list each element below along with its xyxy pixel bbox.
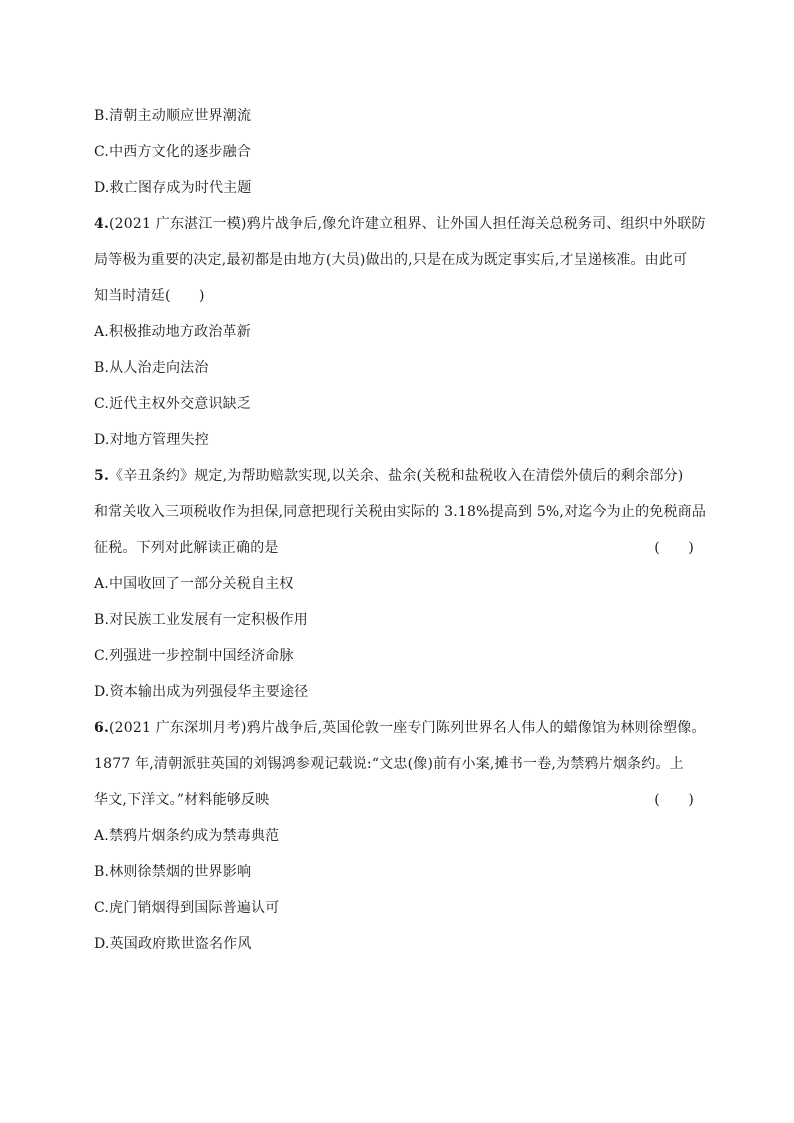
q5-stem-text-3: 征税。下列对此解读正确的是 bbox=[94, 540, 279, 556]
q4-stem-line-3: 知当时清廷( ) bbox=[94, 288, 205, 304]
q3-option-b: B.清朝主动顺应世界潮流 bbox=[94, 108, 252, 124]
q5-option-a: A.中国收回了一部分关税自主权 bbox=[94, 576, 294, 592]
q5-option-d: D.资本输出成为列强侵华主要途径 bbox=[94, 684, 309, 700]
q5-number: 5. bbox=[94, 468, 110, 484]
q4-option-a: A.积极推动地方政治革新 bbox=[94, 324, 251, 340]
q6-stem-text-1: (2021 广东深圳月考)鸦片战争后,英国伦敦一座专门陈列世界名人伟人的蜡像馆为林则徐塑像。 bbox=[109, 720, 706, 736]
q6-stem-line-1 bbox=[94, 718, 704, 738]
q6-option-b: B.林则徐禁烟的世界影响 bbox=[94, 864, 252, 880]
q4-stem-text-1: (2021 广东湛江一模)鸦片战争后,像允许建立租界、让外国人担任海关总税务司、组织中外联防 bbox=[109, 216, 706, 232]
q5-stem-text-1: 《辛丑条约》规定,为帮助赔款实现,以关余、盐余(关税和盐税收入在清偿外债后的剩余部分) bbox=[109, 468, 684, 484]
q6-option-a: A.禁鸦片烟条约成为禁毒典范 bbox=[94, 828, 280, 844]
q6-stem-line-3 bbox=[94, 790, 704, 810]
q5-option-c: C.列强进一步控制中国经济命脉 bbox=[94, 648, 294, 664]
q6-stem-line-2: 1877 年,清朝派驻英国的刘锡鸿参观记载说:“文忠(像)前有小案,摊书一卷,为禁鸦片烟条约。上 bbox=[94, 756, 684, 772]
q5-stem-line-1 bbox=[94, 466, 704, 486]
q3-option-c: C.中西方文化的逐步融合 bbox=[94, 144, 252, 160]
q5-answer-blank: ( ) bbox=[654, 540, 694, 556]
q5-stem-line-3 bbox=[94, 538, 704, 558]
q6-option-c: C.虎门销烟得到国际普遍认可 bbox=[94, 900, 280, 916]
q4-number: 4. bbox=[94, 216, 110, 232]
q4-stem-line-1 bbox=[94, 214, 704, 234]
q6-stem-text-3: 华文,下洋文。”材料能够反映 bbox=[94, 792, 270, 808]
q4-stem-line-2: 局等极为重要的决定,最初都是由地方(大员)做出的,只是在成为既定事实后,才呈递核准。由此可 bbox=[94, 252, 688, 268]
q6-answer-blank: ( ) bbox=[654, 792, 694, 808]
q5-option-b: B.对民族工业发展有一定积极作用 bbox=[94, 612, 308, 628]
q4-option-b: B.从人治走向法治 bbox=[94, 360, 209, 376]
q6-option-d: D.英国政府欺世盗名作风 bbox=[94, 936, 252, 952]
q6-number: 6. bbox=[94, 720, 110, 736]
q4-option-d: D.对地方管理失控 bbox=[94, 432, 209, 448]
q3-option-d: D.救亡图存成为时代主题 bbox=[94, 180, 252, 196]
q5-stem-line-2: 和常关收入三项税收作为担保,同意把现行关税由实际的 3.18%提高到 5%,对迄今为止的免税商品 bbox=[94, 504, 707, 520]
q4-option-c: C.近代主权外交意识缺乏 bbox=[94, 396, 252, 412]
